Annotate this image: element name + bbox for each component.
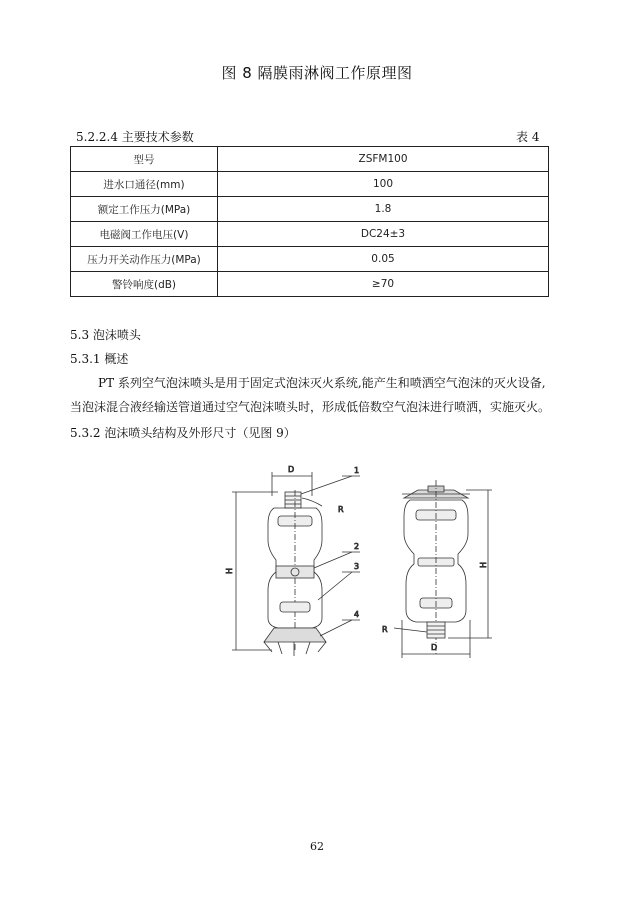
page-number: 62 [310,840,324,853]
param-value: 100 [218,172,549,197]
dim-d-label-right: D [431,643,438,652]
param-value: 0.05 [218,247,549,272]
table-row [71,222,549,247]
param-value: DC24±3 [218,222,549,247]
table-row [71,172,549,197]
section-heading-531: 5.3.1 概述 [70,352,129,366]
left-section-view [225,465,360,656]
param-name: 压力开关动作压力(MPa) [71,247,218,272]
param-name: 电磁阀工作电压(V) [71,222,218,247]
radius-label-right: R [382,625,388,634]
section-heading-53: 5.3 泡沫喷头 [70,328,141,342]
param-name: 进水口通径(mm) [71,172,218,197]
callout-4: 4 [354,610,360,619]
callout-2: 2 [354,542,360,551]
section-heading-5224: 5.2.2.4 主要技术参数 [76,130,194,144]
param-name: 额定工作压力(MPa) [71,197,218,222]
dim-h-label-left: H [225,567,234,574]
table-label: 表 4 [516,130,540,144]
paragraph-line-1: PT 系列空气泡沫喷头是用于固定式泡沫灭火系统,能产生和喷洒空气泡沫的灭火设备, [98,376,546,390]
param-value: 1.8 [218,197,549,222]
parameters-table [70,146,549,297]
table-row [71,147,549,172]
callout-1: 1 [354,466,360,475]
param-name: 警铃响度(dB) [71,272,218,297]
dim-d-label-left: D [288,465,295,474]
radius-label-left: R [338,505,344,514]
foam-nozzle-drawing [222,460,502,660]
figure-8-title: 图 8 隔膜雨淋阀工作原理图 [221,64,413,82]
param-name: 型号 [71,147,218,172]
section-heading-532: 5.3.2 泡沫喷头结构及外形尺寸（见图 9） [70,426,296,440]
param-value: ≥70 [218,272,549,297]
param-value: ZSFM100 [218,147,549,172]
right-exterior-view [382,480,492,658]
table-row [71,247,549,272]
table-row [71,197,549,222]
callout-3: 3 [354,562,360,571]
dim-h-label-right: H [479,561,488,568]
paragraph-line-2: 当泡沫混合液经输送管道通过空气泡沫喷头时，形成低倍数空气泡沫进行喷洒，实施灭火。 [70,400,551,414]
table-row [71,272,549,297]
